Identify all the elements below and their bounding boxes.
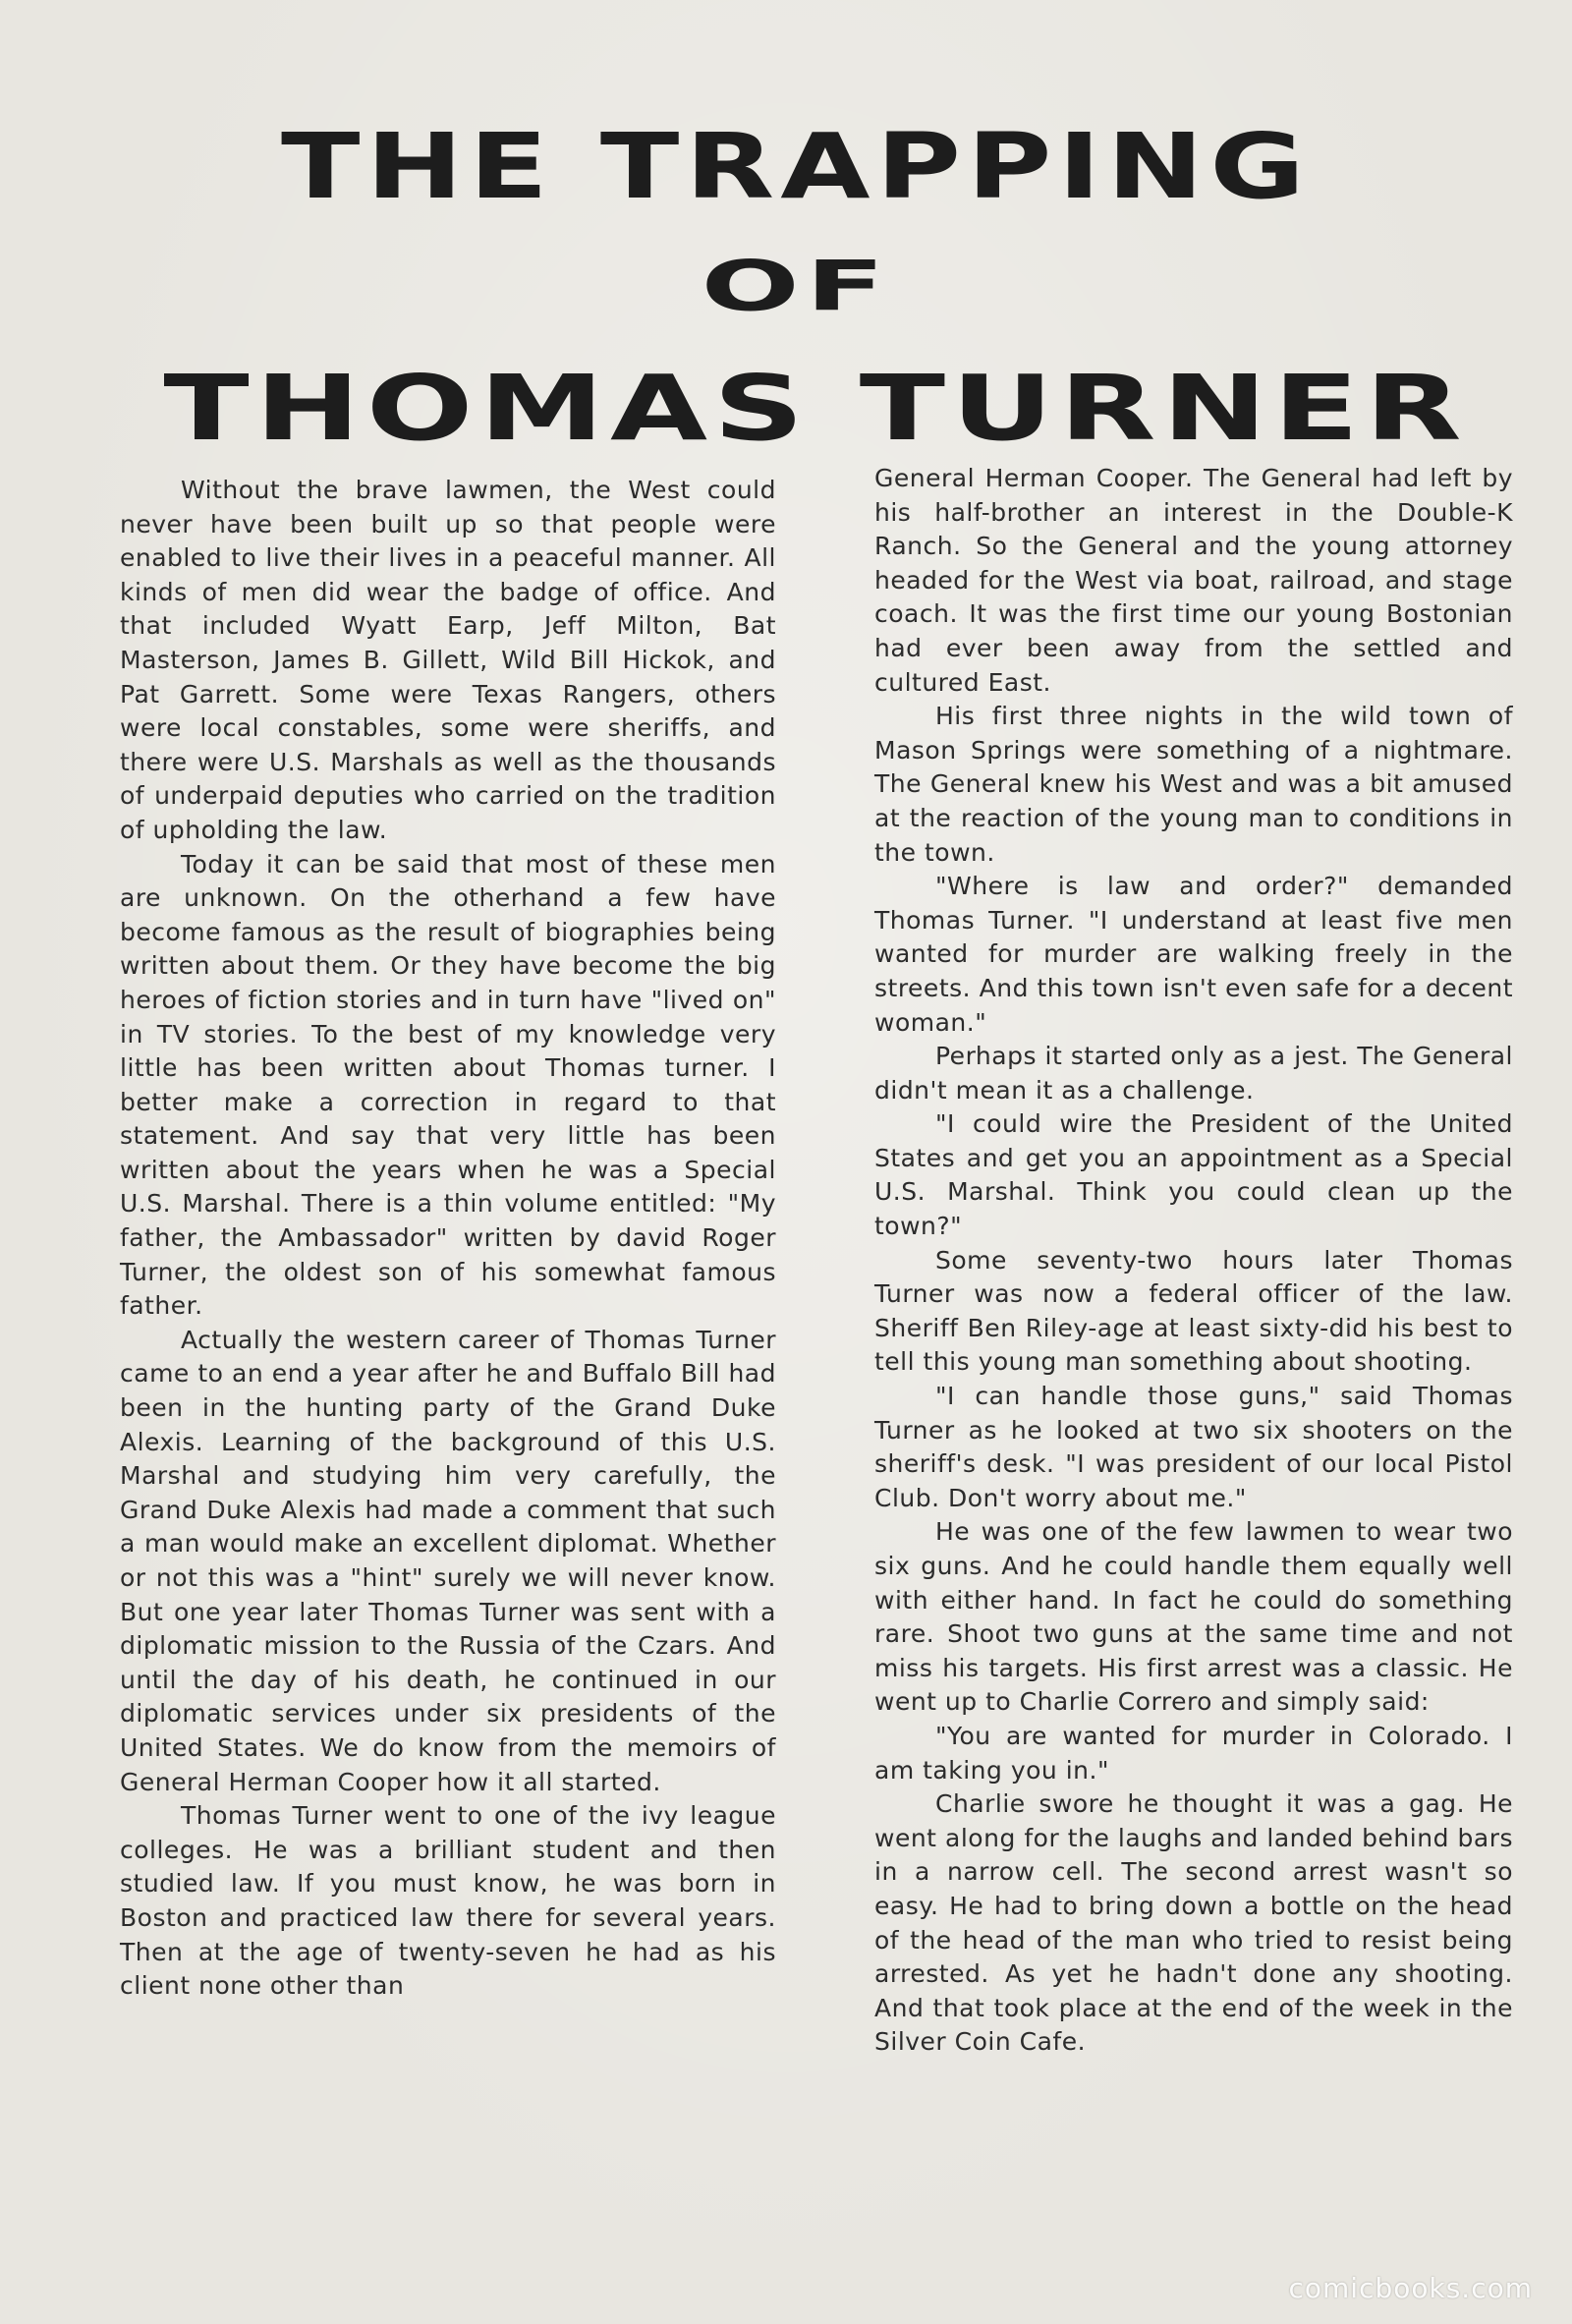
left-text-column	[120, 474, 776, 2004]
paragraph: His first three nights in the wild town of Mason Springs were something of a nightmare. The General knew his West and was a bit amused at the reaction of the young man to conditions in the town.	[874, 702, 1513, 867]
paragraph: Actually the western career of Thomas Turner came to an end a year after he and Buffalo Bill had been in the hunting party of the Grand Duke Alexis. Learning of the background of this U.S. Marshal and studying him very carefully, the Grand Duke Alexis had made a comment that such a man would make an excellent diplomat. Whether or not this was a "hint" surely we will never know. But one year later Thomas Turner was sent with a diplomatic mission to the Russia of the Czars. And until the day of his death, he continued in our diplomatic services under six presidents of the United States. We do know from the memoirs of General Herman Cooper how it all started.	[120, 1325, 776, 1796]
paragraph: "You are wanted for murder in Colorado. I am taking you in."	[874, 1721, 1513, 1785]
paragraph: Today it can be said that most of these men are unknown. On the otherhand a few have become famous as the result of biographies being written about them. Or they have become the big heroes of fiction stories and in turn have "lived on" in TV stories. To the best of my knowledge very little has been written about Thomas turner. I better make a correction in regard to that statement. And say that very little has been written about the years when he was a Special U.S. Marshal. There is a thin volume entitled: "My father, the Ambassador" written by david Roger Turner, the oldest son of his somewhat famous father.	[120, 849, 776, 1321]
paragraph: Without the brave lawmen, the West could never have been built up so that people were enabled to live their lives in a peaceful manner. All kinds of men did wear the badge of office. And that included Wyatt Earp, Jeff Milton, Bat Masterson, James B. Gillett, Wild Bill Hickok, and Pat Garrett. Some were Texas Rangers, others were local constables, some were sheriffs, and there were U.S. Marshals as well as the thousands of underpaid deputies who carried on the tradition of upholding the law.	[120, 476, 776, 844]
headline-line-1: THE TRAPPING	[280, 113, 1312, 219]
headline-line-2: OF	[701, 245, 891, 327]
paragraph: Thomas Turner went to one of the ivy league colleges. He was a brilliant student and then studied law. If you must know, he was born in Boston and practiced law there for several years. Then at the age of twenty-seven he had as his client none other than	[120, 1801, 776, 2001]
right-text-column	[874, 462, 1513, 2060]
paragraph: Charlie swore he thought it was a gag. He went along for the laughs and landed behind bars in a narrow cell. The second arrest wasn't so easy. He had to bring down a bottle on the head of the head of the man who tried to resist being arrested. As yet he hadn't done any shooting. And that took place at the end of the week in the Silver Coin Cafe.	[874, 1789, 1513, 2057]
paragraph: Some seventy-two hours later Thomas Turner was now a federal officer of the law. Sheriff Ben Riley-age at least sixty-did his best to tell this young man something about shooting.	[874, 1245, 1513, 1377]
paragraph: "I can handle those guns," said Thomas Turner as he looked at two six shooters on the sheriff's desk. "I was president of our local Pistol Club. Don't worry about me."	[874, 1382, 1513, 1512]
source-watermark: comicbooks.com	[1288, 2272, 1533, 2304]
paragraph: Perhaps it started only as a jest. The General didn't mean it as a challenge.	[874, 1042, 1513, 1105]
headline-line-3: THOMAS TURNER	[163, 355, 1468, 462]
paragraph-continuation: General Herman Cooper. The General had left by his half-brother an interest in the Double-K Ranch. So the General and the young attorney headed for the West via boat, railroad, and stage coach. It was the first time our young Bostonian had ever been away from the settled and cultured East.	[874, 464, 1513, 697]
paragraph: "I could wire the President of the United States and get you an appointment as a Special U.S. Marshal. Think you could clean up the town?"	[874, 1109, 1513, 1241]
paragraph: He was one of the few lawmen to wear two six guns. And he could handle them equally well with either hand. In fact he could do something rare. Shoot two guns at the same time and not miss his targets. His first arrest was a classic. He went up to Charlie Correro and simply said:	[874, 1517, 1513, 1717]
paragraph: "Where is law and order?" demanded Thomas Turner. "I understand at least five men wanted for murder are walking freely in the streets. And this town isn't even safe for a decent woman."	[874, 872, 1513, 1037]
